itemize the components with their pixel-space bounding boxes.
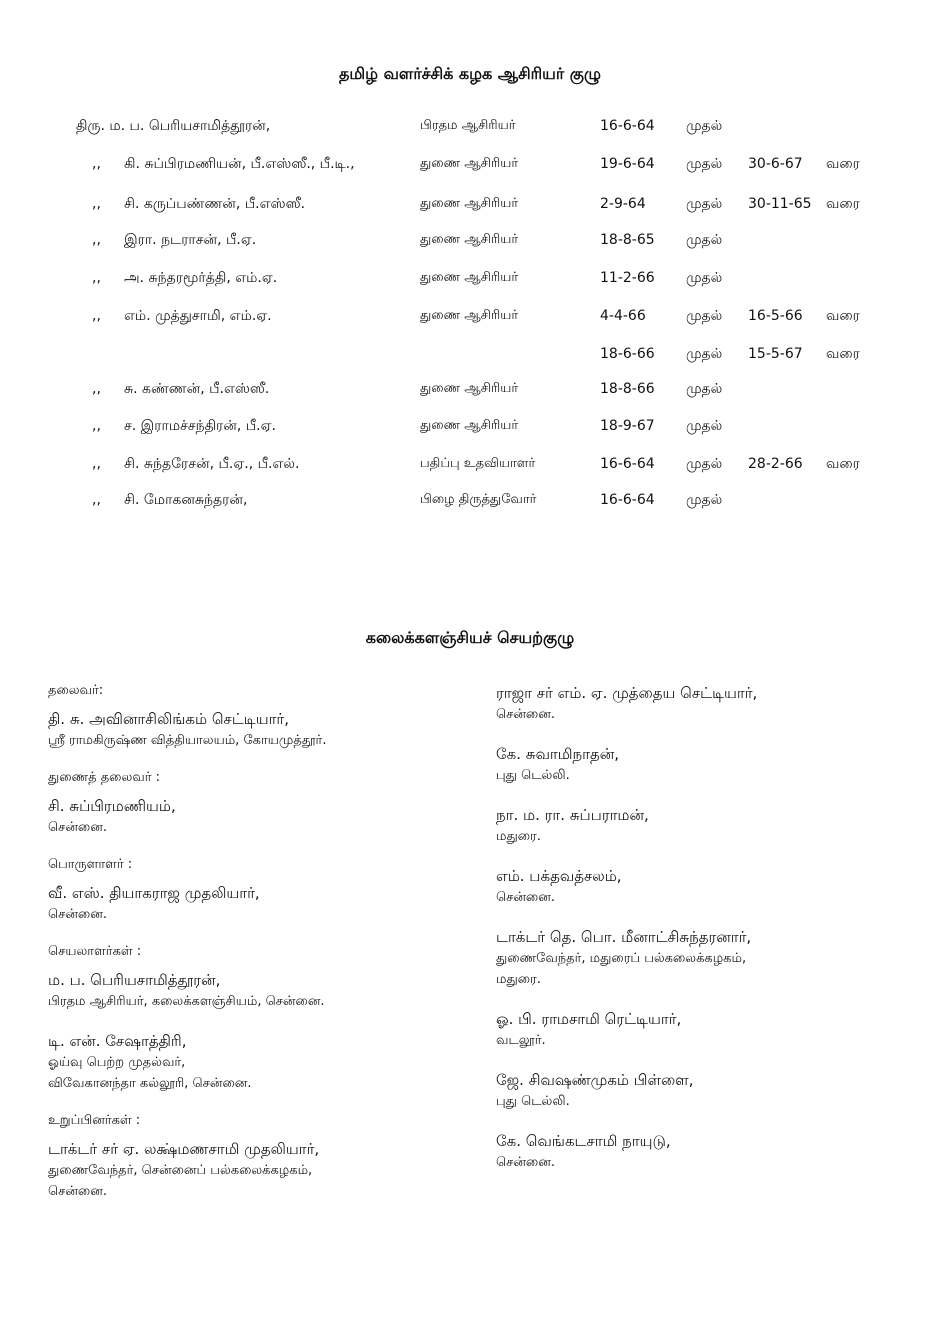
member-address-line: சென்னை. — [496, 1155, 555, 1170]
member-role-heading: தலைவர்: — [48, 683, 104, 698]
staff-from: முதல் — [686, 456, 723, 472]
staff-to: வரை — [826, 156, 860, 172]
committee-member — [48, 1112, 468, 1202]
staff-ditto: ,, — [92, 308, 101, 324]
staff-from: முதல் — [686, 232, 723, 248]
staff-date1: 11-2-66 — [600, 270, 655, 286]
committee-member — [48, 769, 468, 838]
staff-ditto: ,, — [92, 381, 101, 397]
staff-date1: 16-6-64 — [600, 492, 655, 508]
staff-role: துணை ஆசிரியர் — [420, 418, 519, 433]
member-address-line: சென்னை. — [48, 820, 107, 835]
staff-date1: 18-6-66 — [600, 346, 655, 362]
staff-from: முதல் — [686, 308, 723, 324]
committee-member — [48, 943, 468, 1012]
staff-date1: 19-6-64 — [600, 156, 655, 172]
staff-row — [0, 270, 940, 294]
staff-name: சி. கருப்பண்ணன், பீ.எஸ்ஸீ. — [124, 196, 306, 212]
committee-member — [496, 1008, 916, 1051]
staff-from: முதல் — [686, 492, 723, 508]
member-name: ம. ப. பெரியசாமித்தூரன், — [48, 971, 221, 989]
committee-member — [496, 1069, 916, 1112]
staff-from: முதல் — [686, 156, 723, 172]
staff-role: துணை ஆசிரியர் — [420, 156, 519, 171]
staff-date1: 16-6-64 — [600, 456, 655, 472]
staff-name: எம். முத்துசாமி, எம்.ஏ. — [124, 308, 272, 324]
member-address-line: சென்னை. — [48, 1184, 107, 1199]
member-address-line: சென்னை. — [496, 890, 555, 905]
committee-member — [496, 682, 916, 725]
committee-member — [496, 865, 916, 908]
staff-row — [0, 156, 940, 180]
staff-name: கி. சுப்பிரமணியன், பீ.எஸ்ஸீ., பீ.டி., — [124, 156, 355, 172]
staff-date2: 16-5-66 — [748, 308, 803, 324]
staff-name: சி. மோகனசுந்தரன், — [124, 492, 248, 508]
member-address-line: ஸ்ரீ ராமகிருஷ்ண வித்தியாலயம், கோயமுத்தூர். — [48, 733, 327, 748]
staff-from: முதல் — [686, 196, 723, 212]
committee-member — [496, 804, 916, 847]
member-name: கே. சுவாமிநாதன், — [496, 745, 620, 763]
staff-role: துணை ஆசிரியர் — [420, 270, 519, 285]
staff-name: சி. சுந்தரேசன், பீ.ஏ., பீ.எல். — [124, 456, 300, 472]
staff-from: முதல் — [686, 118, 723, 134]
member-name: ராஜா சர் எம். ஏ. முத்தைய செட்டியார், — [496, 684, 758, 702]
member-name: டி. என். சேஷாத்திரி, — [48, 1032, 187, 1050]
member-role-heading: செயலாளர்கள் : — [48, 944, 142, 959]
editorial-board-title: தமிழ் வளர்ச்சிக் கழக ஆசிரியர் குழு — [339, 64, 601, 83]
staff-from: முதல் — [686, 270, 723, 286]
member-role-heading: பொருளாளர் : — [48, 857, 133, 872]
member-address-line: விவேகானந்தா கல்லூரி, சென்னை. — [48, 1076, 252, 1091]
member-address-line: மதுரை. — [496, 829, 541, 844]
committee-left-column — [48, 682, 468, 1220]
staff-date1: 4-4-66 — [600, 308, 646, 324]
staff-from: முதல் — [686, 346, 723, 362]
staff-ditto: ,, — [92, 270, 101, 286]
member-name: எம். பக்தவத்சலம், — [496, 867, 622, 885]
staff-date1: 2-9-64 — [600, 196, 646, 212]
member-name: ஜே. சிவஷண்முகம் பிள்ளை, — [496, 1071, 694, 1089]
staff-name: அ. சுந்தரமூர்த்தி, எம்.ஏ. — [124, 270, 278, 286]
staff-ditto: ,, — [92, 196, 101, 212]
member-name: சி. சுப்பிரமணியம், — [48, 797, 176, 815]
staff-row — [0, 381, 940, 405]
member-address-line: புது டெல்லி. — [496, 768, 570, 783]
member-address-line: மதுரை. — [496, 972, 541, 987]
staff-date2: 30-6-67 — [748, 156, 803, 172]
staff-date2: 28-2-66 — [748, 456, 803, 472]
member-name: டாக்டர் சர் ஏ. லக்ஷ்மணசாமி முதலியார், — [48, 1140, 320, 1158]
committee-member — [496, 1130, 916, 1173]
member-address-line: சென்னை. — [48, 907, 107, 922]
committee-member — [48, 1030, 468, 1094]
staff-row — [0, 346, 940, 370]
member-address-line: துணைவேந்தர், சென்னைப் பல்கலைக்கழகம், — [48, 1163, 313, 1178]
staff-role: பிரதம ஆசிரியர் — [420, 118, 516, 133]
staff-row — [0, 308, 940, 332]
staff-name: சு. கண்ணன், பீ.எஸ்ஸீ. — [124, 381, 270, 397]
member-address-line: சென்னை. — [496, 707, 555, 722]
staff-row — [0, 418, 940, 442]
staff-from: முதல் — [686, 418, 723, 434]
member-name: நா. ம. ரா. சுப்பராமன், — [496, 806, 649, 824]
staff-to: வரை — [826, 308, 860, 324]
committee-title: கலைக்களஞ்சியச் செயற்குழு — [365, 628, 575, 647]
staff-role: பதிப்பு உதவியாளர் — [420, 456, 536, 471]
staff-role: துணை ஆசிரியர் — [420, 196, 519, 211]
committee-right-column — [496, 682, 916, 1191]
staff-date1: 16-6-64 — [600, 118, 655, 134]
staff-date2: 30-11-65 — [748, 196, 812, 212]
member-address-line: ஓய்வு பெற்ற முதல்வர், — [48, 1055, 186, 1070]
staff-row — [0, 196, 940, 220]
staff-to: வரை — [826, 196, 860, 212]
member-address-line: புது டெல்லி. — [496, 1094, 570, 1109]
committee-member — [48, 682, 468, 751]
member-role-heading: உறுப்பினர்கள் : — [48, 1113, 141, 1128]
member-name: வீ. எஸ். தியாகராஜ முதலியார், — [48, 884, 260, 902]
member-address-line: பிரதம ஆசிரியர், கலைக்களஞ்சியம், சென்னை. — [48, 994, 325, 1009]
member-address-line: வடலூர். — [496, 1033, 546, 1048]
staff-row — [0, 456, 940, 480]
staff-name: இரா. நடராசன், பீ.ஏ. — [124, 232, 257, 248]
staff-date1: 18-9-67 — [600, 418, 655, 434]
staff-name: ச. இராமச்சந்திரன், பீ.ஏ. — [124, 418, 276, 434]
staff-from: முதல் — [686, 381, 723, 397]
staff-role: துணை ஆசிரியர் — [420, 308, 519, 323]
staff-ditto: ,, — [92, 492, 101, 508]
staff-role: துணை ஆசிரியர் — [420, 232, 519, 247]
committee-member — [48, 856, 468, 925]
staff-ditto: ,, — [92, 456, 101, 472]
staff-to: வரை — [826, 346, 860, 362]
member-address-line: துணைவேந்தர், மதுரைப் பல்கலைக்கழகம், — [496, 951, 747, 966]
member-name: கே. வெங்கடசாமி நாயுடு, — [496, 1132, 671, 1150]
staff-role: பிழை திருத்துவோர் — [420, 492, 537, 507]
staff-ditto: ,, — [92, 156, 101, 172]
staff-date1: 18-8-66 — [600, 381, 655, 397]
staff-date2: 15-5-67 — [748, 346, 803, 362]
staff-date1: 18-8-65 — [600, 232, 655, 248]
staff-row — [0, 232, 940, 256]
staff-ditto: ,, — [92, 232, 101, 248]
member-name: ஓ. பி. ராமசாமி ரெட்டியார், — [496, 1010, 682, 1028]
staff-row — [0, 118, 940, 142]
member-name: தி. சு. அவினாசிலிங்கம் செட்டியார், — [48, 710, 290, 728]
committee-member — [496, 926, 916, 990]
member-name: டாக்டர் தெ. பொ. மீனாட்சிசுந்தரனார், — [496, 928, 752, 946]
committee-member — [496, 743, 916, 786]
staff-row — [0, 492, 940, 516]
staff-role: துணை ஆசிரியர் — [420, 381, 519, 396]
staff-name: திரு. ம. ப. பெரியசாமித்தூரன், — [76, 118, 271, 134]
member-role-heading: துணைத் தலைவர் : — [48, 770, 161, 785]
staff-ditto: ,, — [92, 418, 101, 434]
staff-to: வரை — [826, 456, 860, 472]
